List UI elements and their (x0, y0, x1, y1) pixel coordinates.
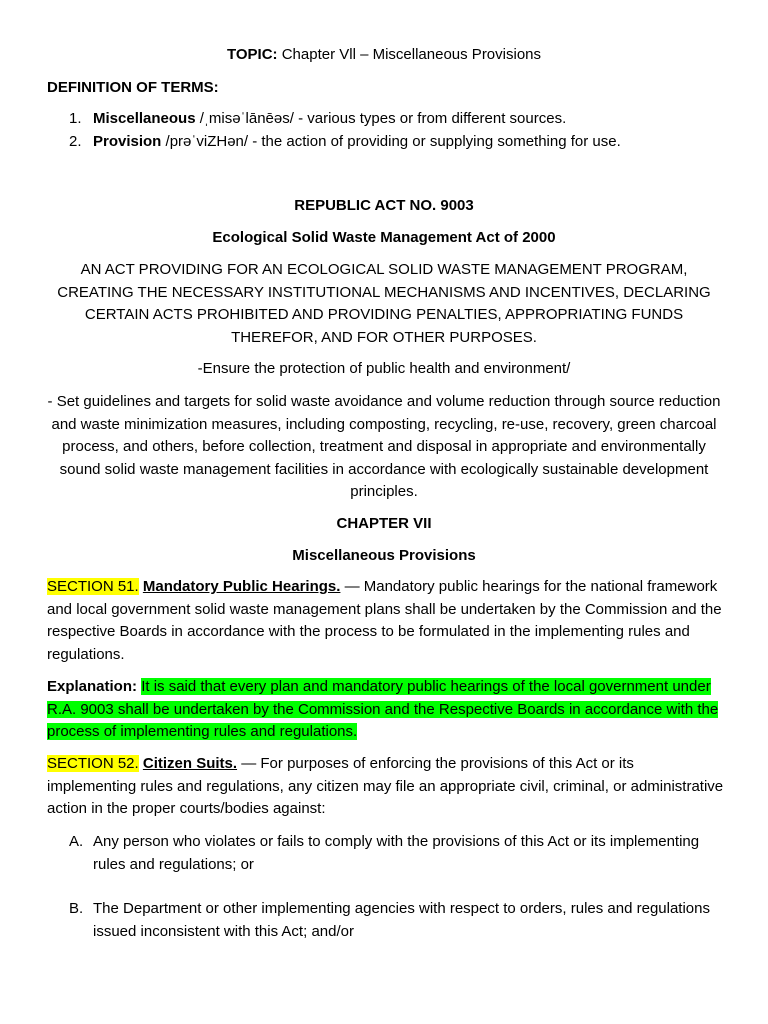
explanation (47, 676, 727, 744)
section-51-label: SECTION 51. (47, 578, 139, 595)
explanation-text: It is said that every plan and mandatory public hearings of the local government under R.A. 9003 shall be undertaken by the Commission and the Respective Boards in accordance with the process of implementing rules and regulations. (47, 678, 719, 740)
definition-text: /ˌmisəˈlānēəs/ - various types or from different sources. (195, 110, 567, 127)
section-52-item-a (47, 831, 727, 876)
chapter-number: CHAPTER VII (336, 515, 432, 532)
section-52-label: SECTION 52. (47, 755, 139, 772)
topic-label: TOPIC: (226, 46, 278, 63)
section-51-text: — Mandatory public hearings for the national framework and local government solid waste management plans shall be undertaken by the Commission and the respective Boards in accordance with the process to be formulated in the implementing rules and regulations. (47, 578, 722, 663)
act-guidelines: - Set guidelines and targets for solid waste avoidance and volume reduction through source reduction and waste minimization measures, including composting, recycling, re-use, recovery, green charcoal process, and others, before collection, treatment and disposal in appropriate and environmentally sound solid waste management facilities in accordance with ecologically sustainable development principles. (47, 393, 721, 500)
topic-text: Chapter Vll – Miscellaneous Provisions (281, 46, 542, 63)
definition-term: Miscellaneous (93, 110, 196, 127)
act-description: AN ACT PROVIDING FOR AN ECOLOGICAL SOLID WASTE MANAGEMENT PROGRAM, CREATING THE NECESSARY INSTITUTIONAL MECHANISMS AND INCENTIVES, DECLARING CERTAIN ACTS PROHIBITED AND PROVIDING PENALTIES, APPROPRIATING FUNDS THEREFOR, AND FOR OTHER PURPOSES. (57, 261, 711, 346)
item-text: The Department or other implementing agencies with respect to orders, rules and regulations issued inconsistent with this Act; and/or (93, 900, 710, 940)
definition-number: 2. (69, 133, 82, 150)
section-52-heading: Citizen Suits. (142, 755, 238, 772)
item-text: Any person who violates or fails to comply with the provisions of this Act or its implementing rules and regulations; or (93, 833, 700, 873)
definition-term: Provision (93, 133, 162, 150)
topic-line (0, 44, 768, 67)
section-52-item-b (47, 898, 727, 943)
item-letter: A. (69, 833, 84, 850)
section-51 (47, 576, 727, 666)
section-52-text: — For purposes of enforcing the provisions of this Act or its implementing rules and regulations, any citizen may file an appropriate civil, criminal, or administrative action in the proper courts/bodies against: (47, 755, 724, 817)
section-51-heading: Mandatory Public Hearings. (142, 578, 341, 595)
act-ensure-note: -Ensure the protection of public health and environment/ (197, 360, 571, 377)
act-number: REPUBLIC ACT NO. 9003 (294, 197, 474, 214)
definitions-list (47, 108, 737, 154)
chapter-title: Miscellaneous Provisions (292, 547, 476, 564)
definitions-heading: DEFINITION OF TERMS: (47, 79, 219, 96)
section-52 (47, 753, 727, 821)
definition-item (47, 108, 737, 131)
item-letter: B. (69, 900, 84, 917)
act-title: Ecological Solid Waste Management Act of 2000 (212, 229, 556, 246)
definition-number: 1. (69, 110, 82, 127)
definition-item (47, 131, 737, 154)
explanation-label: Explanation: (47, 678, 138, 695)
definition-text: /prəˈviZHən/ - the action of providing or supplying something for use. (161, 133, 621, 150)
